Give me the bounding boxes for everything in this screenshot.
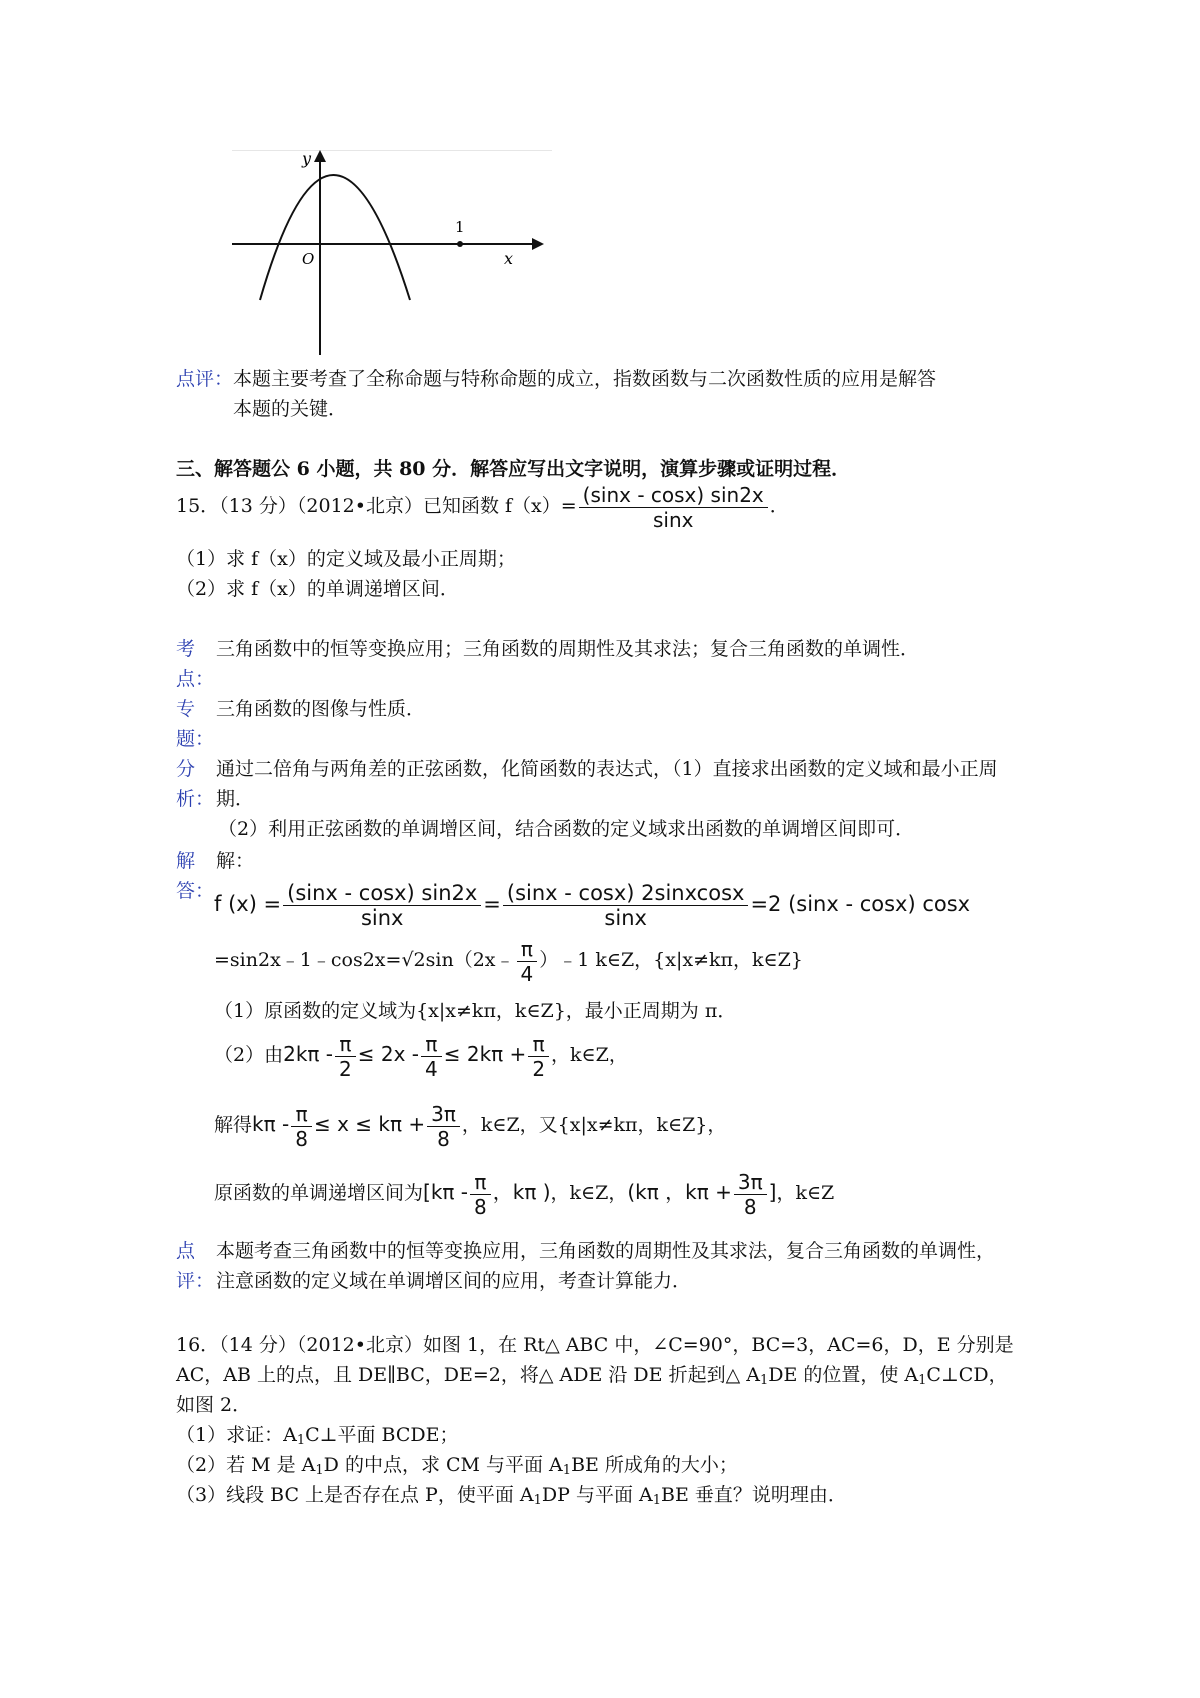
q15-step-6-e: (kπ ，kπ + bbox=[627, 1180, 732, 1204]
q15-step-5-eight-1: 8 bbox=[291, 1126, 312, 1151]
q15-stem-numerator: (sinx - cosx) sin2x bbox=[582, 482, 764, 507]
q15-stem-fraction bbox=[579, 483, 768, 532]
q15-step-5-eight-2: 8 bbox=[427, 1126, 460, 1151]
q15-step-1-denominator-1: sinx bbox=[283, 905, 481, 930]
q15-step-2-fraction bbox=[517, 937, 538, 986]
q15-step-1-fraction-1 bbox=[283, 881, 481, 930]
q15-stem-prefix: 15．（13 分）（2012•北京）已知函数 f（x）= bbox=[176, 495, 577, 517]
q15-step-1-fraction-2 bbox=[503, 881, 749, 930]
q16-part-3-a: （3）线段 BC 上是否存在点 P，使平面 A bbox=[176, 1484, 534, 1506]
x-axis-label: x bbox=[504, 249, 514, 268]
q15-step-5-a: 解得 bbox=[214, 1114, 253, 1136]
q15-fenxi-line-1: 通过二倍角与两角差的正弦函数，化简函数的表达式，（1）直接求出函数的定义域和最小正周 bbox=[216, 758, 998, 780]
q15-step-6-fraction-1 bbox=[470, 1170, 491, 1219]
q15-stem bbox=[176, 478, 789, 534]
origin-label: O bbox=[302, 250, 315, 268]
q15-step-1-lhs: f (x) = bbox=[214, 892, 282, 916]
q16-line-2-c: C⊥CD， bbox=[926, 1364, 1008, 1386]
q15-step-4-pi-1: π bbox=[339, 1031, 352, 1056]
q15-step-5-fraction-2 bbox=[427, 1102, 460, 1151]
q15-fenxi-label-2: 析： bbox=[176, 788, 215, 810]
q15-fenxi-line-2: 期． bbox=[216, 788, 255, 810]
q15-step-1-numerator-1: (sinx - cosx) sin2x bbox=[287, 880, 478, 905]
q16-line-2-a: AC，AB 上的点，且 DE∥BC，DE=2，将△ ADE 沿 DE 折起到△ A bbox=[176, 1364, 760, 1386]
review-1-line-2: 本题的关键． bbox=[233, 398, 348, 420]
q15-part-2: （2）求 f（x）的单调递增区间． bbox=[176, 578, 459, 600]
q15-step-2-c: ）﹣1 k∈Z，{x|x≠kπ，k∈Z} bbox=[539, 949, 803, 971]
q15-dianping-label-2: 评： bbox=[176, 1270, 215, 1292]
y-axis-label: y bbox=[302, 150, 312, 168]
q15-step-5-b: kπ - bbox=[252, 1112, 290, 1136]
q15-step-2-b: sin（2x﹣ bbox=[425, 949, 515, 971]
q16-part-2-a: （2）若 M 是 A bbox=[176, 1454, 316, 1476]
q15-step-1-rhs: =2 (sinx - cosx) cosx bbox=[750, 892, 971, 916]
q15-step-5-pi: π bbox=[295, 1101, 308, 1126]
q15-step-6-c: ，kπ ) bbox=[492, 1180, 551, 1204]
q16-part-3-sub-2: 1 bbox=[652, 1493, 661, 1508]
q15-step-6-b: [kπ - bbox=[423, 1180, 469, 1204]
q15-dianping-label-1: 点 bbox=[176, 1240, 196, 1262]
q15-step-2-a: =sin2x﹣1﹣cos2x= bbox=[214, 949, 402, 971]
q16-part-1-sub: 1 bbox=[296, 1433, 306, 1448]
q15-jieda-label-2: 答： bbox=[176, 880, 215, 902]
q15-step-4-two-1: 2 bbox=[335, 1056, 356, 1081]
q15-step-5-three-pi: 3π bbox=[431, 1101, 456, 1126]
q15-step-3: （1）原函数的定义域为{x|x≠kπ，k∈Z}，最小正周期为 π． bbox=[214, 1000, 737, 1022]
q15-jie: 解： bbox=[216, 850, 255, 872]
q15-kaodian-label-2: 点： bbox=[176, 668, 215, 690]
q16-part-1-b: C⊥平面 BCDE； bbox=[305, 1424, 459, 1446]
q16-line-1: 16．（14 分）（2012•北京）如图 1，在 Rt△ ABC 中，∠C=90°，BC=3，AC=6，D，E 分别是 bbox=[176, 1334, 1014, 1356]
review-1-text-1: 本题主要考查了全称命题与特称命题的成立，指数函数与二次函数性质的应用是解答 bbox=[233, 368, 937, 390]
q15-step-2-pi: π bbox=[520, 936, 533, 961]
q15-step-1-denominator-2: sinx bbox=[503, 905, 749, 930]
q15-step-2 bbox=[214, 932, 803, 988]
q15-step-1-equals: = bbox=[483, 892, 501, 916]
q15-zhuanti-label-2: 题： bbox=[176, 728, 215, 750]
q15-step-6-eight-1: 8 bbox=[470, 1194, 491, 1219]
q16-part-2-b: D 的中点，求 CM 与平面 A bbox=[323, 1454, 563, 1476]
q15-step-4-fraction-3 bbox=[528, 1032, 549, 1081]
q15-step-2-sqrt: √2 bbox=[401, 949, 426, 971]
q16-line-2-sub-2: 1 bbox=[918, 1373, 927, 1388]
q15-step-5 bbox=[214, 1096, 726, 1153]
q16-part-2-sub-2: 1 bbox=[562, 1463, 572, 1478]
q16-part-3 bbox=[176, 1480, 847, 1516]
q15-step-6-a: 原函数的单调递增区间为 bbox=[214, 1182, 424, 1204]
q15-step-4-d: ≤ 2kπ + bbox=[443, 1042, 527, 1066]
q15-step-6-fraction-2 bbox=[734, 1170, 767, 1219]
q15-step-4-fraction-1 bbox=[335, 1032, 356, 1081]
review-1-line-1 bbox=[176, 364, 936, 394]
q15-step-4-two-2: 2 bbox=[528, 1056, 549, 1081]
q15-step-4-pi-3: π bbox=[532, 1031, 545, 1056]
y-axis-arrow-icon bbox=[314, 150, 326, 162]
q16-line-2 bbox=[176, 1360, 1008, 1396]
q15-step-4-b: 2kπ - bbox=[283, 1042, 334, 1066]
q15-step-4-fraction-2 bbox=[421, 1032, 442, 1081]
q15-fenxi-label-1: 分 bbox=[176, 758, 196, 780]
q15-step-6-f: ] bbox=[768, 1180, 777, 1204]
q15-step-4-four: 4 bbox=[421, 1056, 442, 1081]
q15-zhuanti-text: 三角函数的图像与性质． bbox=[216, 698, 426, 720]
q16-line-2-sub-1: 1 bbox=[759, 1373, 769, 1388]
tick-point-1 bbox=[457, 241, 463, 247]
review-1-label: 点评： bbox=[176, 368, 234, 390]
q15-dianping-line-1: 本题考查三角函数中的恒等变换应用，三角函数的周期性及其求法，复合三角函数的单调性， bbox=[216, 1240, 996, 1262]
q15-stem-suffix: ． bbox=[769, 495, 789, 517]
q15-step-4-c: ≤ 2x - bbox=[357, 1042, 419, 1066]
parabola-curve bbox=[260, 175, 410, 300]
q15-step-2-four: 4 bbox=[517, 961, 538, 986]
q16-line-3: 如图 2． bbox=[176, 1394, 252, 1416]
parabola-graph bbox=[232, 150, 552, 360]
q15-step-4-a: （2）由 bbox=[214, 1044, 284, 1066]
q16-part-3-b: DP 与平面 A bbox=[541, 1484, 653, 1506]
parabola-graph-svg bbox=[232, 150, 552, 360]
q15-kaodian-label-1: 考 bbox=[176, 638, 196, 660]
section-3-heading: 三、解答题公 6 小题，共 80 分．解答应写出文字说明，演算步骤或证明过程． bbox=[176, 458, 851, 480]
q15-stem-denominator: sinx bbox=[579, 507, 768, 532]
q15-step-4-e: ，k∈Z， bbox=[551, 1044, 628, 1066]
q15-part-1: （1）求 f（x）的定义域及最小正周期； bbox=[176, 548, 516, 570]
q16-part-3-sub-1: 1 bbox=[533, 1493, 542, 1508]
q15-step-6 bbox=[214, 1164, 834, 1221]
q15-step-4-pi-2: π bbox=[425, 1031, 438, 1056]
q15-step-6-eight-2: 8 bbox=[734, 1194, 767, 1219]
q16-part-2-sub-1: 1 bbox=[315, 1463, 324, 1478]
q16-part-3-c: BE 垂直？说明理由． bbox=[661, 1484, 847, 1506]
q15-step-6-d: ，k∈Z， bbox=[550, 1182, 628, 1204]
q15-step-6-g: ，k∈Z bbox=[776, 1182, 835, 1204]
q16-part-2-c: BE 所成角的大小； bbox=[571, 1454, 738, 1476]
tick-label-1: 1 bbox=[455, 218, 465, 236]
q15-step-4 bbox=[214, 1026, 628, 1083]
q15-step-5-fraction-1 bbox=[291, 1102, 312, 1151]
q15-step-5-d: ，k∈Z，又{x|x≠kπ，k∈Z}， bbox=[461, 1114, 727, 1136]
q15-jieda-label-1: 解 bbox=[176, 850, 196, 872]
q15-step-6-pi: π bbox=[474, 1169, 487, 1194]
q15-dianping-line-2: 注意函数的定义域在单调增区间的应用，考查计算能力． bbox=[216, 1270, 692, 1292]
q15-step-1 bbox=[214, 876, 970, 932]
q15-step-1-numerator-2: (sinx - cosx) 2sinxcosx bbox=[506, 880, 745, 905]
q15-kaodian-text: 三角函数中的恒等变换应用；三角函数的周期性及其求法；复合三角函数的单调性． bbox=[216, 638, 920, 660]
q16-part-1-a: （1）求证：A bbox=[176, 1424, 297, 1446]
q15-zhuanti-label-1: 专 bbox=[176, 698, 196, 720]
q15-fenxi-line-3: （2）利用正弦函数的单调增区间，结合函数的定义域求出函数的单调增区间即可． bbox=[218, 818, 915, 840]
q15-step-5-c: ≤ x ≤ kπ + bbox=[313, 1112, 426, 1136]
q15-step-6-three-pi: 3π bbox=[737, 1169, 763, 1194]
x-axis-arrow-icon bbox=[532, 238, 544, 250]
q16-line-2-b: DE 的位置，使 A bbox=[768, 1364, 919, 1386]
